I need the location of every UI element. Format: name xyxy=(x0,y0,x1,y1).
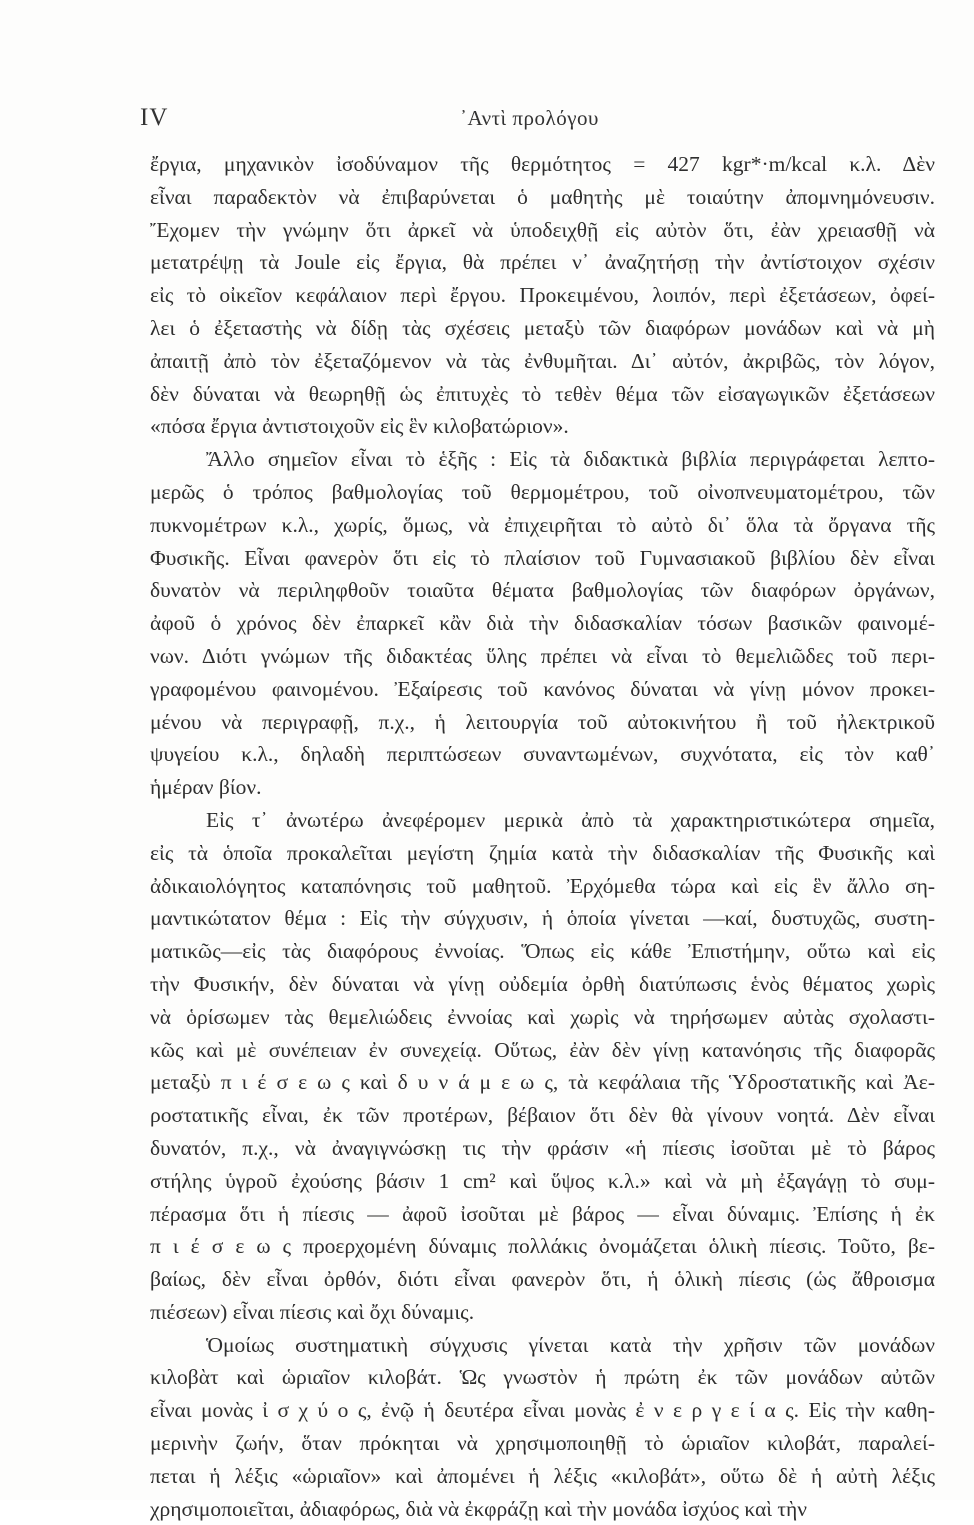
text-line: Ὁμοίως συστηματικὴ σύγχυσις γίνεται κατὰ τὴν χρῆσιν τῶν μονάδων xyxy=(206,1332,935,1357)
text-line: μετατρέψῃ τὰ Joule εἰς ἔργια, θὰ πρέπει ν᾽ ἀναζητήσῃ τὴν ἀντίστοιχον σχέσιν xyxy=(150,250,935,275)
text-line: μερῶς ὁ τρόπος βαθμολογίας τοῦ θερμομέτρου, τοῦ οἰνοπνευματομέτρου, τῶν xyxy=(150,479,935,504)
paragraph xyxy=(150,148,935,443)
text-line: λει ὁ ἐξεταστὴς νὰ δίδῃ τὰς σχέσεις μεταξὺ τῶν διαφόρων μονάδων καὶ νὰ μὴ xyxy=(150,315,935,340)
running-title: ᾽Αντὶ προλόγου xyxy=(460,106,599,130)
text-line: μαντικώτατον θέμα : Εἰς τὴν σύγχυσιν, ἡ ὁποία γίνεται —καί, δυστυχῶς, συστη- xyxy=(150,906,935,931)
text-line: ματικῶς—εἰς τὰς διαφόρους ἐννοίας. Ὅπως εἰς κάθε Ἐπιστήμην, οὕτω καὶ εἰς xyxy=(150,939,935,964)
text-line: δυνατὸν νὰ περιληφθοῦν τοιαῦτα θέματα βαθμολογίας τῶν διαφόρων ὀργάνων, xyxy=(150,578,935,603)
text-line: πέρασμα ὅτι ἡ πίεσις — ἀφοῦ ἰσοῦται μὲ βάρος — εἶναι δύναμις. Ἐπίσης ἡ ἐκ xyxy=(150,1201,935,1226)
text-line: εἰς τὰ ὁποῖα προκαλεῖται μεγίστη ζημία κατὰ τὴν διδασκαλίαν τῆς Φυσικῆς καὶ xyxy=(150,840,935,865)
page-header xyxy=(140,104,940,140)
text-line: ροστατικῆς εἶναι, ἐκ τῶν προτέρων, βέβαιον ὅτι δὲν θὰ γίνουν νοητά. Δὲν εἶναι xyxy=(150,1103,935,1128)
text-line: μεταξὺ π ι έ σ ε ω ς καὶ δ υ ν ά μ ε ω ς, τὰ κεφάλαια τῆς Ὑδροστατικῆς καὶ Ἀε- xyxy=(150,1070,935,1095)
text-line: δὲν δύναται νὰ θεωρηθῇ ὡς ἐπιτυχὲς τὸ τεθὲν θέμα τῶν εἰσαγωγικῶν ἐξετάσεων xyxy=(150,381,935,406)
text-line: ψυγείου κ.λ., δηλαδὴ περιπτώσεων συναντωμένων, συχνότατα, εἰς τὸν καθ᾽ xyxy=(150,742,935,767)
page-number: IV xyxy=(140,104,169,131)
text-line: ἀδικαιολόγητος καταπόνησις τοῦ μαθητοῦ. Ἐρχόμεθα τώρα καὶ εἰς ἓν ἄλλο ση- xyxy=(150,873,935,898)
text-line: Εἰς τ᾽ ἀνωτέρω ἀνεφέρομεν μερικὰ ἀπὸ τὰ χαρακτηριστικώτερα σημεῖα, xyxy=(206,807,935,832)
text-line: εἶναι παραδεκτὸν νὰ ἐπιβαρύνεται ὁ μαθητὴς μὲ τοιαύτην ἀπομνημόνευσιν. xyxy=(150,184,935,209)
paragraph xyxy=(150,804,935,1329)
text-line: κῶς καὶ μὲ συνέπειαν ἐν συνεχείᾳ. Οὕτως, ἐὰν δὲν γίνῃ κατανόησις τῆς διαφορᾶς xyxy=(150,1037,935,1062)
text-line: «πόσα ἔργια ἀντιστοιχοῦν εἰς ἓν κιλοβατώριον». xyxy=(150,414,569,439)
paragraph xyxy=(150,443,935,804)
text-line: στήλης ὑγροῦ ἐχούσης βάσιν 1 cm² καὶ ὕψος κ.λ.» καὶ νὰ μὴ ἐξαγάγῃ τὸ συμ- xyxy=(150,1168,935,1193)
text-line: εἰς τὸ οἰκεῖον κεφάλαιον περὶ ἔργου. Προκειμένου, λοιπόν, περὶ ἐξετάσεων, ὀφεί- xyxy=(150,283,935,308)
text-line: μένου νὰ περιγραφῇ, π.χ., ἡ λειτουργία τοῦ αὐτοκινήτου ἢ τοῦ ἠλεκτρικοῦ xyxy=(150,709,935,734)
text-line: ἀφοῦ ὁ χρόνος δὲν ἐπαρκεῖ κἂν διὰ τὴν διδασκαλίαν τόσων βασικῶν φαινομέ- xyxy=(150,611,935,636)
text-line: μερινὴν ζωήν, ὅταν πρόκηται νὰ χρησιμοποιηθῇ τὸ ὡριαῖον κιλοβάτ, παραλεί- xyxy=(150,1431,935,1456)
text-line: τὴν Φυσικήν, δὲν δύναται νὰ γίνῃ οὐδεμία ὀρθὴ διατύπωσις ἑνὸς θέματος χωρὶς xyxy=(150,971,935,996)
text-line: π ι έ σ ε ω ς προερχομένη δύναμις πολλάκις ὀνομάζεται ὁλικὴ πίεσις. Τοῦτο, βε- xyxy=(150,1234,935,1259)
paragraph xyxy=(150,1329,935,1525)
text-line: Ἔχομεν τὴν γνώμην ὅτι ἀρκεῖ νὰ ὑποδειχθῇ εἰς αὐτὸν ὅτι, ἐὰν χρειασθῇ νὰ xyxy=(150,217,935,242)
text-line: ἔργια, μηχανικὸν ἰσοδύναμον τῆς θερμότητος = 427 kgr*·m/kcal κ.λ. Δὲν xyxy=(150,152,935,176)
text-line: δυνατόν, π.χ., νὰ ἀναγιγνώσκῃ τις τὴν φράσιν «ἡ πίεσις ἰσοῦται μὲ τὸ βάρος xyxy=(150,1135,935,1160)
text-line: εἶναι μονὰς ἰ σ χ ύ ο ς, ἐνῷ ἡ δευτέρα εἶναι μονὰς ἐ ν ε ρ γ ε ί α ς. Εἰς τὴν καθη- xyxy=(150,1398,935,1423)
body-text xyxy=(150,148,935,1525)
text-line: πυκνομέτρων κ.λ., χωρίς, ὅμως, νὰ ἐπιχειρῆται τὸ αὐτὸ δι᾽ ὅλα τὰ ὄργανα τῆς xyxy=(150,512,935,537)
text-line: ἀπαιτῇ ἀπὸ τὸν ἐξεταζόμενον νὰ τὰς ἐνθυμῆται. Δι᾽ αὐτόν, ἀκριβῶς, τὸν λόγον, xyxy=(150,348,935,373)
text-line: νὰ ὁρίσωμεν τὰς θεμελιώδεις ἐννοίας καὶ χωρὶς νὰ τηρήσωμεν αὐτὰς σχολαστι- xyxy=(150,1004,935,1029)
text-line: νων. Διότι γνώμων τῆς διδακτέας ὕλης πρέπει νὰ εἶναι τὸ θεμελιῶδες τοῦ περι- xyxy=(150,643,935,668)
text-line: γραφομένου φαινομένου. Ἐξαίρεσις τοῦ κανόνος δύναται νὰ γίνῃ μόνον προκει- xyxy=(150,676,935,701)
text-line: κιλοβὰτ καὶ ὡριαῖον κιλοβάτ. Ὡς γνωστὸν ἡ πρώτη ἐκ τῶν μονάδων αὐτῶν xyxy=(150,1365,935,1390)
text-line: βαίως, δὲν εἶναι ὀρθόν, διότι εἶναι φανερὸν ὅτι, ἡ ὁλικὴ πίεσις (ὡς ἄθροισμα xyxy=(150,1267,935,1292)
text-line: πιέσεων) εἶναι πίεσις καὶ ὄχι δύναμις. xyxy=(150,1299,475,1324)
text-line: Ἄλλο σημεῖον εἶναι τὸ ἑξῆς : Εἰς τὰ διδακτικὰ βιβλία περιγράφεται λεπτο- xyxy=(206,447,935,472)
text-line: Φυσικῆς. Εἶναι φανερὸν ὅτι εἰς τὸ πλαίσιον τοῦ Γυμνασιακοῦ βιβλίου δὲν εἶναι xyxy=(150,545,935,570)
text-line: πεται ἡ λέξις «ὡριαῖον» καὶ ἀπομένει ἡ λέξις «κιλοβάτ», οὕτω δὲ ἡ αὐτὴ λέξις xyxy=(150,1463,935,1488)
text-line: χρησιμοποιεῖται, ἀδιαφόρως, διὰ νὰ ἐκφράζῃ καὶ τὴν μονάδα ἰσχύος καὶ τὴν xyxy=(150,1496,808,1521)
text-line: ἡμέραν βίον. xyxy=(150,775,262,800)
